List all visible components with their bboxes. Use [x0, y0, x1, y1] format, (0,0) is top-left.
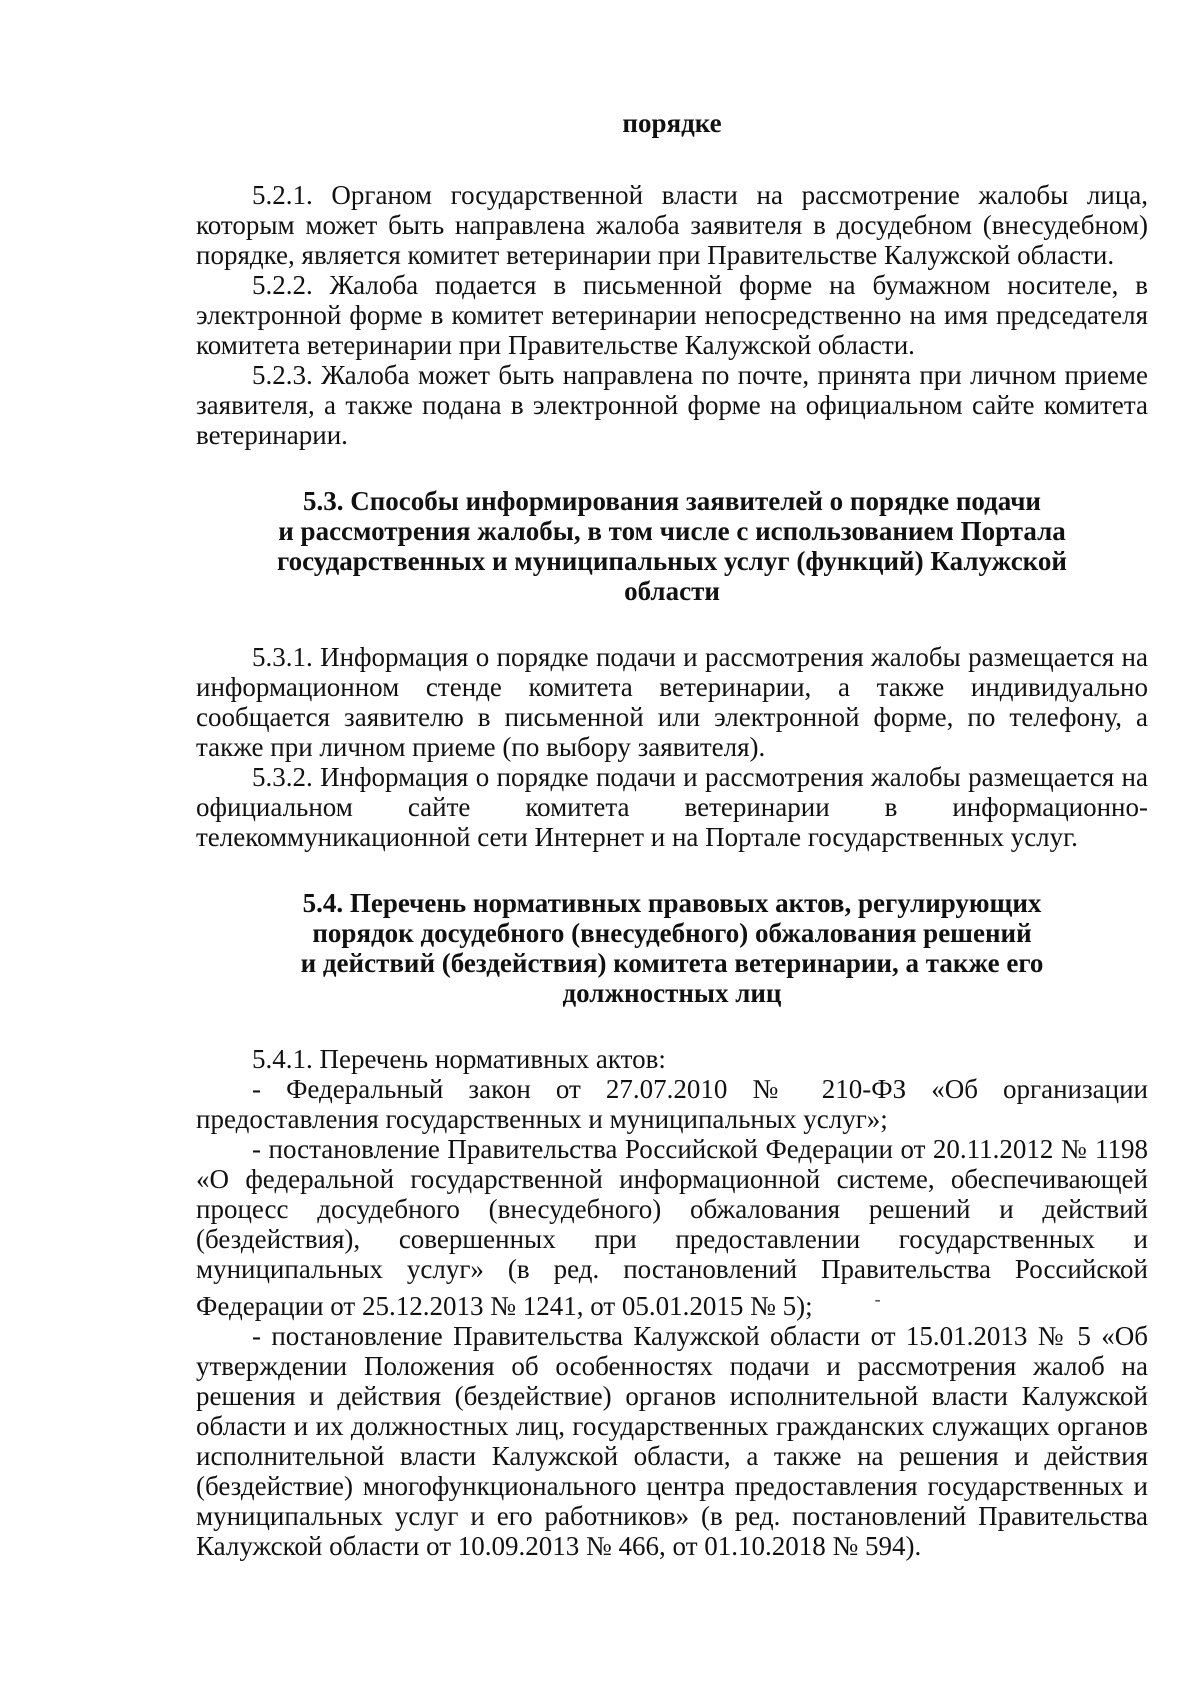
stray-pen-mark-icon: - [874, 1289, 881, 1309]
section-5-4-heading [196, 888, 1148, 1008]
section-5-3-heading-line: и рассмотрения жалобы, в том числе с использованием Портала [278, 516, 1066, 546]
section-5-4-heading-line: и действий (бездействия) комитета ветеринарии, а также его [300, 948, 1044, 978]
section-5-3-heading-line: области [624, 576, 720, 606]
section-5-4-heading-line: должностных лиц [562, 978, 782, 1008]
list-item-kaluga-government-decree: - постановление Правительства Калужской области от 15.01.2013 № 5 «Об утверждении Положения об особенностях подачи и рассмотрения жалоб на решения и действия (бездействие) органов исполнительной власти Калужской области и их должностных лиц, государственных гражданских служащих органов исполнительной власти Калужской области, а также на решения и действия (бездействие) многофункционального центра предоставления государственных и муниципальных услуг и его работников» (в ред. постановлений Правительства Калужской области от 10.09.2013 № 466, от 01.10.2018 № 594). [196, 1321, 1148, 1561]
page-top-heading: порядке [622, 108, 722, 138]
paragraph-5-2-2: 5.2.2. Жалоба подается в письменной форме на бумажном носителе, в электронной форме в комитет ветеринарии непосредственно на имя председателя комитета ветеринарии при Правительстве Калужской области. [196, 270, 1148, 360]
paragraph-5-4-1-intro: 5.4.1. Перечень нормативных актов: [252, 1044, 666, 1074]
paragraph-5-3-2: 5.3.2. Информация о порядке подачи и рассмотрения жалобы размещается на официальном сайте комитета ветеринарии в информационно-телекоммуникационной сети Интернет и на Портале государственных услуг. [196, 762, 1148, 852]
paragraph-5-2-3: 5.2.3. Жалоба может быть направлена по почте, принята при личном приеме заявителя, а также подана в электронной форме на официальном сайте комитета ветеринарии. [196, 360, 1148, 450]
paragraph-5-2-1: 5.2.1. Органом государственной власти на рассмотрение жалобы лица, которым может быть направлена жалоба заявителя в досудебном (внесудебном) порядке, является комитет ветеринарии при Правительстве Калужской области. [196, 180, 1148, 270]
paragraph-5-3-1: 5.3.1. Информация о порядке подачи и рассмотрения жалобы размещается на информационном стенде комитета ветеринарии, а также индивидуально сообщается заявителю в письменной или электронной форме, по телефону, а также при личном приеме (по выбору заявителя). [196, 642, 1148, 762]
section-5-3-heading [196, 486, 1148, 606]
list-item-text: - постановление Правительства Российской Федерации от 20.11.2012 № 1198 «О федеральной государственной информационной системе, обеспечивающей процесс досудебного (внесудебного) обжалования решений и действий (бездействия), совершенных при предоставлении государственных и муниципальных услуг» (в ред. постановлений Правительства Российской Федерации от 25.12.2013 № 1241, от 05.01.2015 № 5); [196, 1134, 1148, 1321]
section-5-3-heading-line: 5.3. Способы информирования заявителей о порядке подачи [303, 486, 1041, 516]
section-5-4-heading-line: порядок досудебного (внесудебного) обжалования решений [312, 918, 1032, 948]
list-item-federal-law: - Федеральный закон от 27.07.2010 № 210-ФЗ «Об организации предоставления государственных и муниципальных услуг»; [196, 1074, 1148, 1134]
section-5-3-heading-line: государственных и муниципальных услуг (функций) Калужской [277, 546, 1067, 576]
section-5-4-heading-line: 5.4. Перечень нормативных правовых актов, регулирующих [302, 888, 1042, 918]
list-item-rf-government-decree [196, 1134, 1148, 1321]
